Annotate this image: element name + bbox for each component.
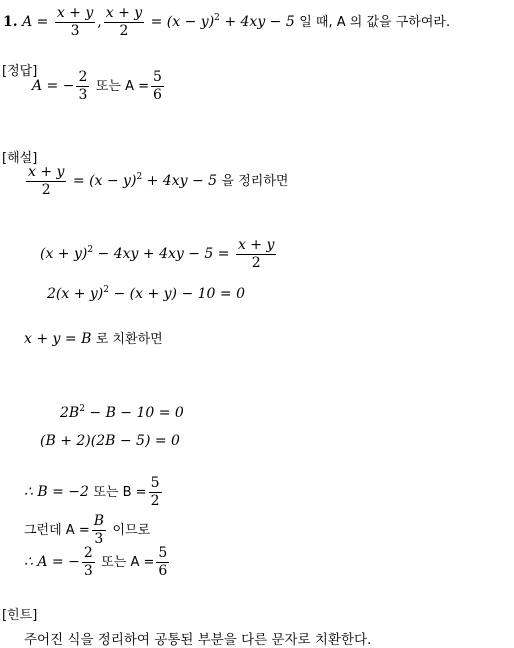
solution-line-6: [40, 434, 180, 448]
sol1-rest: + 4xy − 5: [142, 173, 218, 190]
sol5-exp: 2: [79, 404, 85, 414]
sol1-exp: 2: [136, 172, 143, 183]
problem-frac2-num: x + y: [105, 5, 143, 21]
sol1-rhs: = (x − y): [72, 173, 137, 190]
sol9-den1: 3: [83, 562, 93, 579]
sol8-den: 3: [94, 530, 104, 547]
answer-lhs: A = −: [32, 78, 75, 95]
sol4-tail: 로 치환하면: [95, 332, 163, 347]
answer-line: [32, 70, 166, 102]
problem-frac1-den: 3: [70, 22, 80, 39]
sol7-den: 2: [150, 492, 160, 509]
sol2-den: 2: [251, 254, 261, 271]
solution-line-1: [24, 165, 288, 197]
sol2-num: x + y: [237, 237, 275, 253]
sol7-lhs: ∴ B = −2: [24, 484, 89, 501]
sol2-lhs: (x + y): [40, 246, 88, 263]
solution-line-9: [24, 546, 171, 578]
sol2-fraction: [236, 238, 276, 270]
sol8-num: B: [93, 513, 105, 529]
sol7-or: 또는 B =: [93, 485, 147, 501]
sol1-den: 2: [41, 181, 51, 198]
sol7-fraction: [149, 476, 162, 508]
hint-text: 주어진 식을 정리하여 공통된 부분을 다른 문자로 치환한다.: [24, 632, 372, 648]
solution-line-2: [40, 238, 278, 270]
sol1-fraction: [26, 165, 66, 197]
problem-rhs-rest: + 4xy − 5: [219, 14, 295, 31]
solution-header: [해설]: [2, 151, 38, 166]
answer-frac2-den: 6: [153, 86, 162, 103]
problem-rhs: = (x − y): [150, 14, 215, 31]
sol5-rest: − B − 10 = 0: [84, 405, 184, 421]
sol3-rest: − (x + y) − 10 = 0: [109, 286, 245, 302]
hint-header: [힌트]: [2, 608, 38, 623]
solution-line-5: [60, 405, 184, 420]
problem-number: 1.: [3, 14, 18, 31]
sol2-rest: − 4xy + 4xy − 5 =: [93, 246, 230, 263]
sol8-tail: 이므로: [112, 523, 151, 539]
answer-frac1-den: 3: [78, 86, 88, 103]
sol9-lhs: ∴ A = −: [24, 554, 80, 571]
answer-or: 또는 A =: [95, 79, 150, 95]
sol4-eq: x + y = B: [24, 331, 92, 347]
problem-fraction-2: [104, 6, 144, 38]
sol1-tail: 을 정리하면: [221, 174, 289, 190]
solution-line-7: [24, 476, 164, 508]
sol9-or: 또는 A =: [101, 555, 155, 571]
problem-frac1-num: x + y: [56, 5, 94, 21]
sol7-num: 5: [150, 475, 160, 491]
sol2-exp: 2: [87, 245, 94, 256]
problem-tail: 일 때, A 의 값을 구하여라.: [299, 15, 451, 31]
sol8-fraction: [92, 514, 106, 546]
sol9-fraction-1: [82, 546, 95, 578]
sol9-num1: 2: [83, 545, 93, 561]
problem-fraction-1: [55, 6, 95, 38]
solution-line-8: [24, 514, 150, 546]
answer-fraction-2: [151, 70, 164, 102]
sol9-fraction-2: [156, 546, 169, 578]
answer-header: [정답]: [2, 64, 38, 79]
answer-frac2-num: 5: [153, 69, 162, 85]
problem-frac2-den: 2: [119, 22, 129, 39]
answer-fraction-1: [76, 70, 89, 102]
solution-line-3: [47, 286, 245, 301]
sol9-den2: 6: [158, 562, 168, 579]
sol3-lhs: 2(x + y): [47, 286, 104, 302]
problem-rhs-exp: 2: [214, 13, 220, 24]
sol8-pre: 그런데 A =: [24, 523, 90, 539]
sol3-exp: 2: [103, 285, 110, 295]
problem-line: 1. A = $\frac{x + y}{3}$ , $\frac{x + y}{2}$ = $(x - y)^2 + 4xy - 5$ 일 때, A 의 값을 구하여라.: [3, 5, 451, 39]
answer-frac1-num: 2: [78, 69, 88, 85]
solution-line-4: [24, 332, 163, 346]
sol5-lhs: 2B: [60, 405, 80, 421]
sol9-num2: 5: [158, 545, 168, 561]
problem-eq-a: A =: [22, 14, 49, 31]
sol6-eq: (B + 2)(2B − 5) = 0: [40, 433, 180, 449]
sol1-num: x + y: [28, 164, 65, 180]
